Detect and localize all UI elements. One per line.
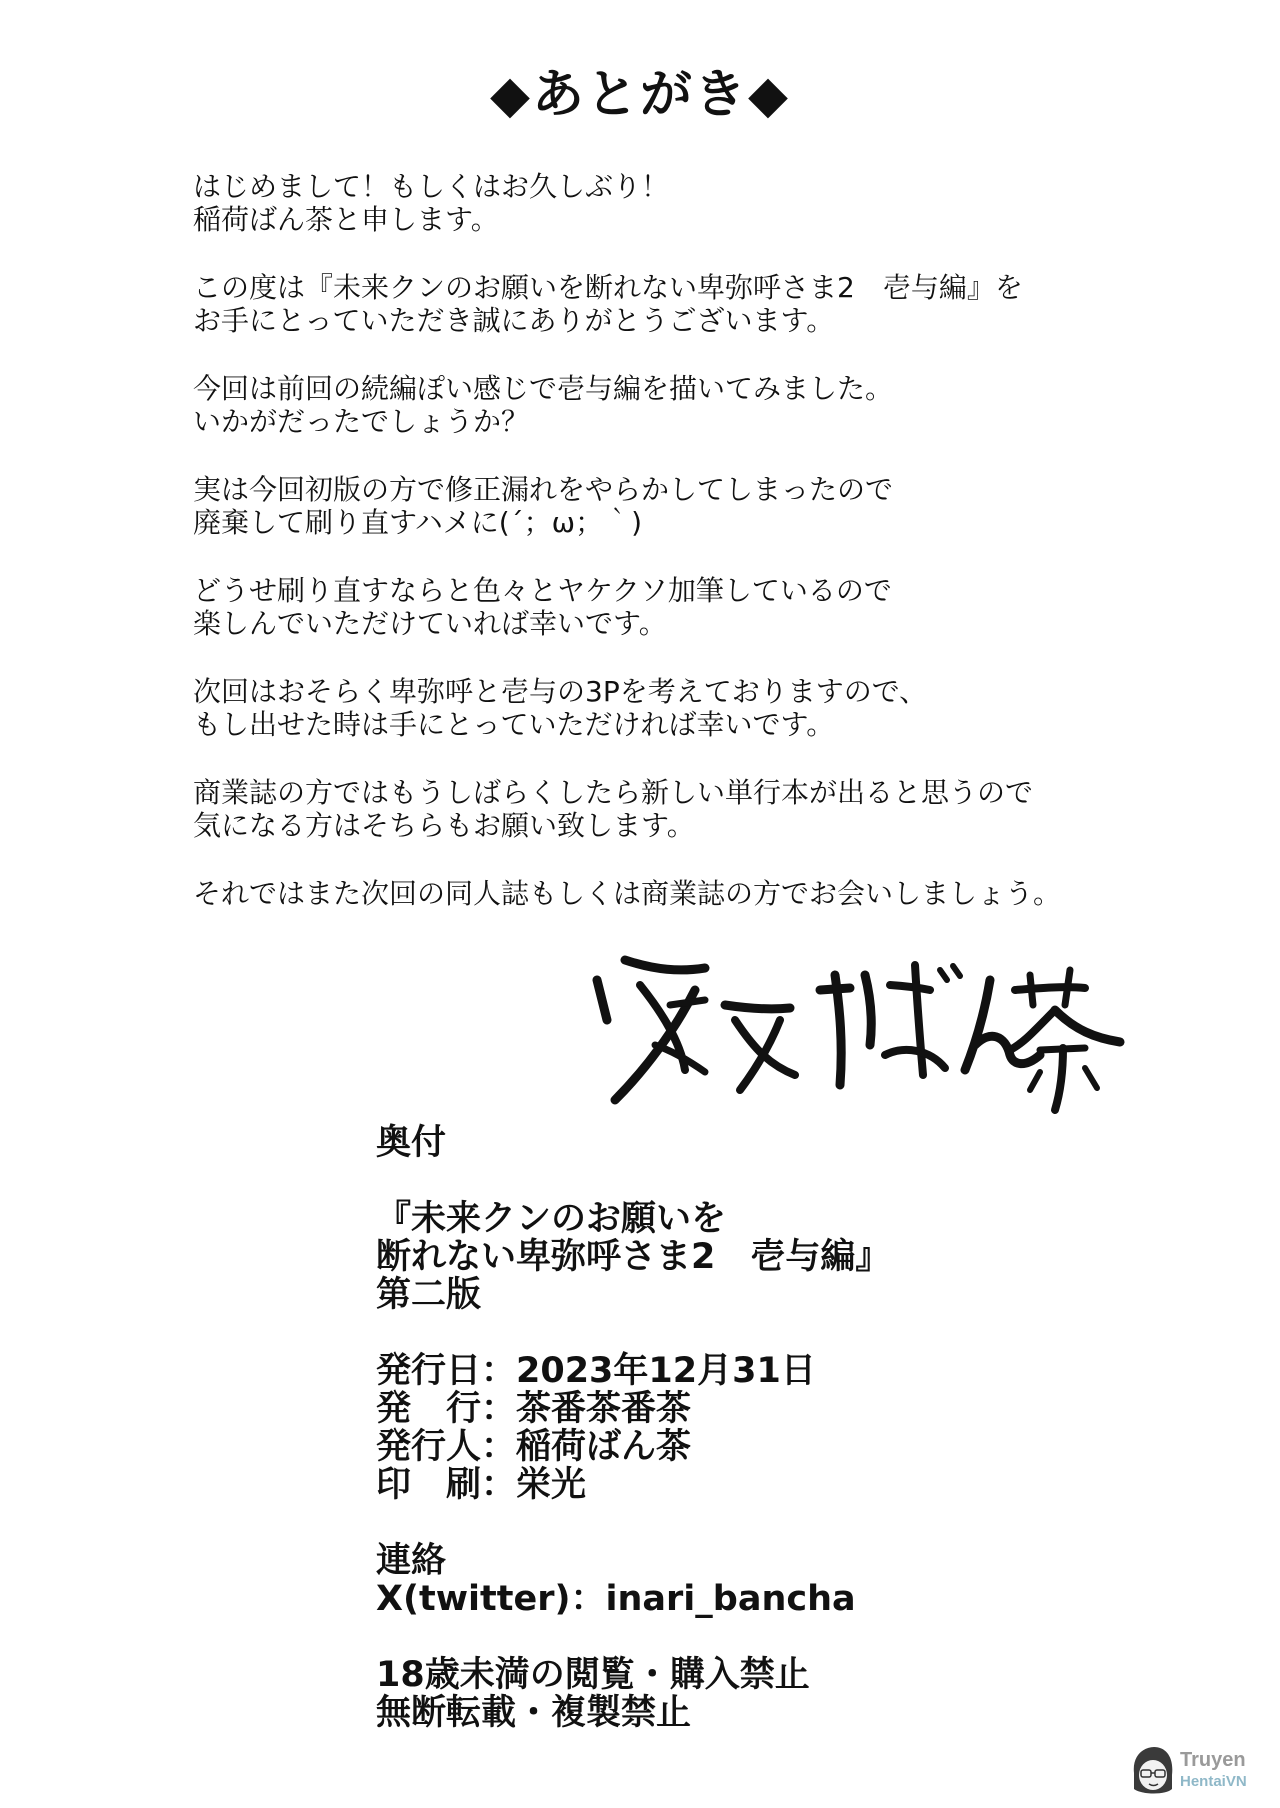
site-watermark [1128, 1745, 1268, 1797]
page-title: ◆あとがき◆ [490, 64, 790, 125]
colophon-contact-handle: X(twitter)：inari_bancha [376, 1579, 856, 1619]
colophon-notices-block [376, 1656, 1136, 1732]
afterword-line: はじめまして！もしくはお久しぶり！ [193, 170, 670, 203]
watermark-line2: HentaiVN [1180, 1773, 1247, 1790]
afterword-line: 稲荷ばん茶と申します。 [193, 203, 499, 236]
colophon-issuer: 発行人：稲荷ばん茶 [376, 1427, 692, 1467]
colophon-details-block [376, 1352, 1136, 1504]
colophon-title-line: 断れない卑弥呼さま2 壱与編』 [376, 1237, 891, 1277]
afterword-line: お手にとっていただき誠にありがとうございます。 [193, 304, 835, 337]
afterword-paragraph [193, 372, 1193, 438]
watermark-line1: Truyen [1180, 1749, 1246, 1771]
colophon-printer: 印 刷：栄光 [376, 1465, 587, 1505]
afterword-line: もし出せた時は手にとっていただければ幸いです。 [193, 708, 835, 741]
afterword-line: 廃棄して刷り直すハメに(´；ω；｀) [193, 506, 643, 539]
afterword-line: 次回はおそらく卑弥呼と壱与の3Pを考えておりますので、 [193, 675, 928, 708]
afterword-body [193, 170, 1193, 945]
colophon-publish-date: 発行日：2023年12月31日 [376, 1351, 816, 1391]
afterword-line: 実は今回初版の方で修正漏れをやらかしてしまったので [193, 473, 894, 506]
colophon [376, 1124, 1136, 1770]
colophon-notice: 18歳未満の閲覧・購入禁止 [376, 1655, 810, 1695]
afterword-line: 楽しんでいただけていれば幸いです。 [193, 607, 667, 640]
colophon-edition: 第二版 [376, 1275, 482, 1315]
afterword-paragraph [193, 675, 1193, 741]
afterword-line: 気になる方はそちらもお願い致します。 [193, 809, 695, 842]
afterword-paragraph [193, 776, 1193, 842]
afterword-line: 今回は前回の続編ぽい感じで壱与編を描いてみました。 [193, 372, 894, 405]
colophon-publisher: 発 行：茶番茶番茶 [376, 1389, 692, 1429]
afterword-paragraph [193, 271, 1193, 337]
afterword-paragraph [193, 574, 1193, 640]
afterword-line: 商業誌の方ではもうしばらくしたら新しい単行本が出ると思うので [193, 776, 1034, 809]
afterword-paragraph [193, 170, 1193, 236]
colophon-heading-block [376, 1124, 1136, 1162]
afterword-line: この度は『未来クンのお願いを断れない卑弥呼さま2 壱与編』を [193, 271, 1023, 304]
colophon-title-line: 『未来クンのお願いを [376, 1199, 727, 1239]
colophon-title-block [376, 1200, 1136, 1314]
afterword-line: それではまた次回の同人誌もしくは商業誌の方でお会いしましょう。 [193, 877, 1062, 910]
colophon-notice: 無断転載・複製禁止 [376, 1693, 692, 1733]
colophon-contact-block [376, 1542, 1136, 1618]
colophon-label: 奥付 [376, 1123, 447, 1163]
afterword-line: いかがだったでしょうか？ [193, 405, 530, 438]
handwritten-signature [585, 950, 1125, 1120]
mascot-face-icon [1128, 1745, 1178, 1797]
afterword-paragraph [193, 473, 1193, 539]
afterword-paragraph [193, 877, 1193, 910]
colophon-contact-label: 連絡 [376, 1541, 447, 1581]
afterword-line: どうせ刷り直すならと色々とヤケクソ加筆しているので [193, 574, 892, 607]
